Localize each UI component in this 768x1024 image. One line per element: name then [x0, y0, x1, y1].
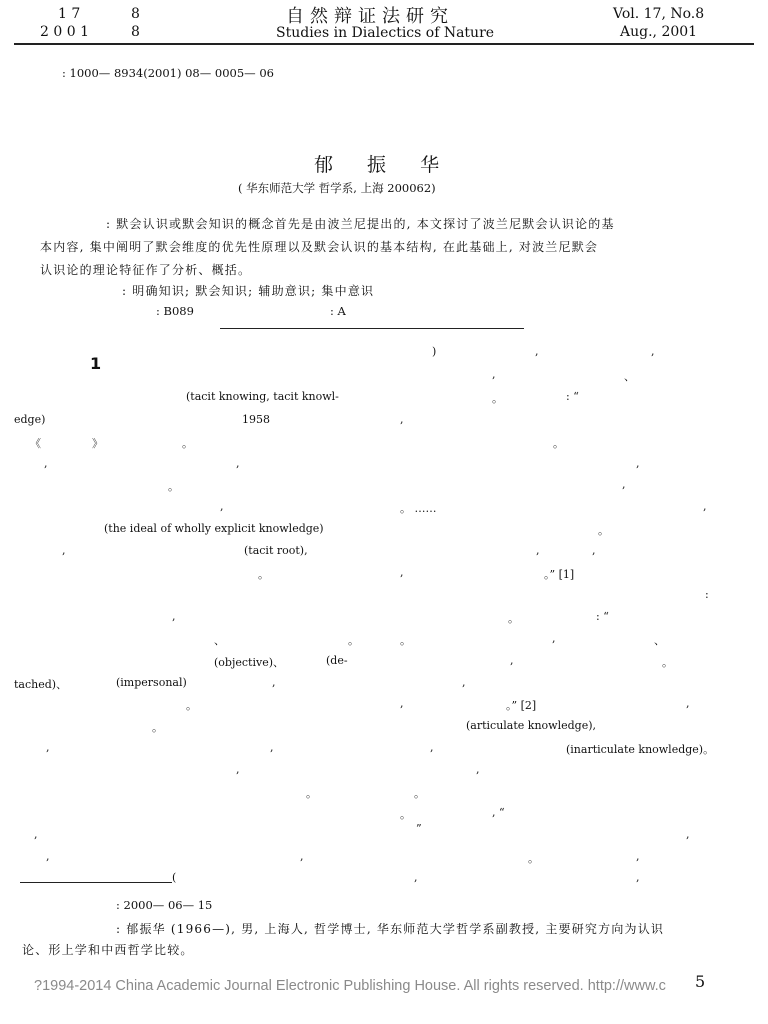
- header-month-cn: 8: [131, 24, 140, 40]
- body-fragment: ,: [236, 457, 240, 470]
- body-fragment: 。: [182, 437, 193, 450]
- body-fragment: 。: [414, 787, 425, 800]
- body-fragment: ,: [400, 413, 404, 426]
- received-date: : 2000— 06— 15: [116, 898, 213, 912]
- body-fragment: ,: [636, 871, 640, 884]
- body-fragment: (de-: [326, 654, 348, 667]
- body-fragment: 。” [1]: [544, 568, 575, 581]
- body-fragment: 。: [528, 852, 539, 865]
- body-fragment: 。” [2]: [506, 699, 537, 712]
- body-fragment: ,: [476, 763, 480, 776]
- body-fragment: 。: [258, 568, 269, 581]
- body-fragment: ,: [34, 828, 38, 841]
- body-fragment: 。: [400, 808, 411, 821]
- body-fragment: ,: [400, 697, 404, 710]
- abstract-line: : 默会认识或默会知识的概念首先是由波兰尼提出的, 本文探讨了波兰尼默会认识论的基: [106, 217, 615, 231]
- body-fragment: (: [172, 871, 177, 884]
- copyright-notice: ?1994-2014 China Academic Journal Electronic Publishing House. All rights reserved. http://www.c: [34, 978, 666, 994]
- abstract-line: 认识论的理论特征作了分析、概括。: [40, 263, 252, 277]
- body-fragment: ,: [430, 741, 434, 754]
- keywords: : 明确知识; 默会知识; 辅助意识; 集中意识: [122, 284, 375, 298]
- body-fragment: ,: [535, 345, 539, 358]
- body-fragment: ,: [62, 544, 66, 557]
- body-fragment: , “: [492, 806, 505, 819]
- body-fragment: ,: [510, 654, 514, 667]
- body-fragment: 。: [306, 787, 317, 800]
- body-fragment: 。: [492, 392, 503, 405]
- body-fragment: (tacit knowing, tacit knowl-: [186, 390, 339, 403]
- body-fragment: ,: [552, 632, 556, 645]
- body-fragment: tached)、: [14, 678, 68, 691]
- body-fragment: ,: [686, 697, 690, 710]
- article-number: : 1000— 8934(2001) 08— 0005— 06: [62, 66, 274, 80]
- body-fragment: 1958: [242, 413, 270, 426]
- author-name: 郁 振 华: [314, 154, 454, 176]
- body-fragment: ,: [703, 500, 707, 513]
- body-fragment: ,: [272, 676, 276, 689]
- body-fragment: (tacit root),: [244, 544, 308, 557]
- body-fragment: 、: [214, 634, 225, 647]
- body-fragment: ,: [236, 763, 240, 776]
- body-fragment: 。: [400, 634, 411, 647]
- body-fragment: : “: [596, 610, 609, 623]
- body-fragment: ,: [636, 850, 640, 863]
- body-fragment: ,: [220, 500, 224, 513]
- journal-title-cn: 自然辩证法研究: [286, 6, 454, 27]
- body-fragment: 。: [598, 524, 609, 537]
- body-fragment: (objective)、: [214, 656, 284, 669]
- author-bio: 论、形上学和中西哲学比较。: [22, 943, 194, 957]
- header-number-cn: 8: [131, 6, 140, 22]
- body-fragment: :: [705, 588, 709, 601]
- body-fragment: 。: [508, 612, 519, 625]
- body-fragment: ,: [636, 457, 640, 470]
- abstract-line: 本内容, 集中阐明了默会维度的优先性原理以及默会认识的基本结构, 在此基础上, 对波兰尼默会: [40, 240, 599, 254]
- body-fragment: ,: [46, 850, 50, 863]
- body-fragment: 、: [654, 634, 665, 647]
- header-volume-en: Vol. 17, No.8: [613, 6, 705, 22]
- body-fragment: ,: [46, 741, 50, 754]
- body-fragment: ,: [414, 871, 418, 884]
- body-fragment: 。: [152, 721, 163, 734]
- abstract-rule: [220, 328, 524, 329]
- author-affiliation: ( 华东师范大学 哲学系, 上海 200062): [238, 181, 436, 195]
- body-fragment: ,: [622, 478, 626, 491]
- body-fragment: ,: [270, 741, 274, 754]
- header-volume-cn: 1 7: [58, 6, 81, 22]
- header-year-cn: 2 0 0 1: [40, 24, 89, 40]
- body-fragment: ,: [686, 828, 690, 841]
- body-fragment: 。: [662, 656, 673, 669]
- classification-code: : B089: [156, 304, 194, 318]
- body-fragment: ,: [536, 544, 540, 557]
- author-bio: : 郁振华 (1966—), 男, 上海人, 哲学博士, 华东师范大学哲学系副教授, 主要研究方向为认识: [116, 922, 665, 936]
- body-fragment: ,: [462, 676, 466, 689]
- body-fragment: ): [432, 345, 437, 358]
- body-fragment: (articulate knowledge),: [466, 719, 596, 732]
- body-fragment: 。: [186, 699, 197, 712]
- document-code: : A: [330, 304, 346, 318]
- body-fragment: ,: [172, 610, 176, 623]
- journal-title-en: Studies in Dialectics of Nature: [276, 25, 495, 41]
- body-fragment: 。 ……: [400, 502, 437, 515]
- body-fragment: ,: [492, 368, 496, 381]
- body-fragment: (inarticulate knowledge)。: [566, 743, 715, 756]
- body-fragment: 。: [348, 634, 359, 647]
- header-rule: [14, 43, 754, 45]
- body-fragment: 。: [168, 480, 179, 493]
- body-fragment: ”: [416, 822, 422, 835]
- body-fragment: edge): [14, 413, 46, 426]
- body-fragment: 、: [624, 370, 635, 383]
- body-fragment: ,: [592, 544, 596, 557]
- section-number: 1: [90, 354, 102, 373]
- body-fragment: 》: [92, 437, 103, 450]
- body-fragment: : “: [566, 390, 579, 403]
- body-fragment: (the ideal of wholly explicit knowledge): [104, 522, 324, 535]
- body-fragment: ,: [300, 850, 304, 863]
- body-fragment: ,: [651, 345, 655, 358]
- body-fragment: ,: [400, 566, 404, 579]
- footnote-rule: [20, 882, 172, 883]
- body-fragment: (impersonal): [116, 676, 187, 689]
- body-fragment: ,: [44, 457, 48, 470]
- body-fragment: 。: [553, 437, 564, 450]
- body-fragment: 《: [30, 437, 41, 450]
- page-number: 5: [695, 972, 706, 991]
- header-date-en: Aug., 2001: [620, 24, 698, 40]
